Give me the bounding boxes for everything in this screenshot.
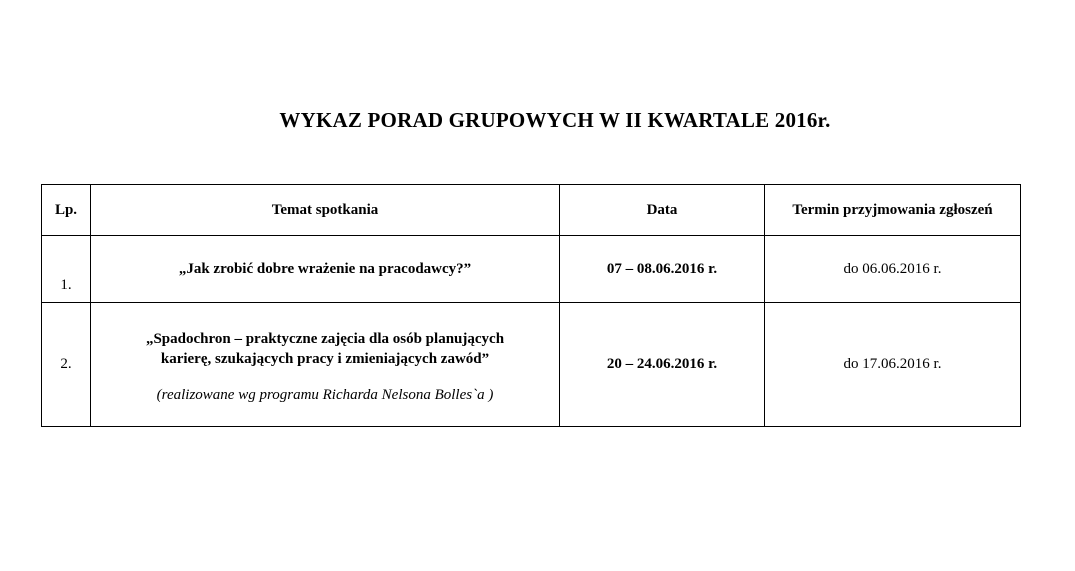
table-row <box>42 236 1021 303</box>
header-date: Data <box>560 185 765 236</box>
header-deadline: Termin przyjmowania zgłoszeń <box>765 185 1021 236</box>
table-header-row <box>42 185 1021 236</box>
topic-text-line-1: „Spadochron – praktyczne zajęcia dla osób planujących <box>145 330 505 347</box>
document-title: WYKAZ PORAD GRUPOWYCH W II KWARTALE 2016r. <box>279 108 831 132</box>
row-number: 1. <box>42 236 91 303</box>
consultations-table <box>41 184 1021 427</box>
row-number: 2. <box>42 303 91 427</box>
registration-deadline: do 06.06.2016 r. <box>765 236 1021 303</box>
header-lp: Lp. <box>42 185 91 236</box>
meeting-date: 07 – 08.06.2016 r. <box>560 236 765 303</box>
topic-text: „Jak zrobić dobre wrażenie na pracodawcy?” <box>178 261 472 277</box>
meeting-topic <box>91 303 560 427</box>
meeting-topic <box>91 236 560 303</box>
program-note: (realizowane wg programu Richarda Nelsona Bolles`a ) <box>156 386 494 403</box>
topic-text-line-2: karierę, szukających pracy i zmieniających zawód” <box>160 350 490 367</box>
header-topic: Temat spotkania <box>91 185 560 236</box>
meeting-date: 20 – 24.06.2016 r. <box>560 303 765 427</box>
table-row <box>42 303 1021 427</box>
registration-deadline: do 17.06.2016 r. <box>765 303 1021 427</box>
